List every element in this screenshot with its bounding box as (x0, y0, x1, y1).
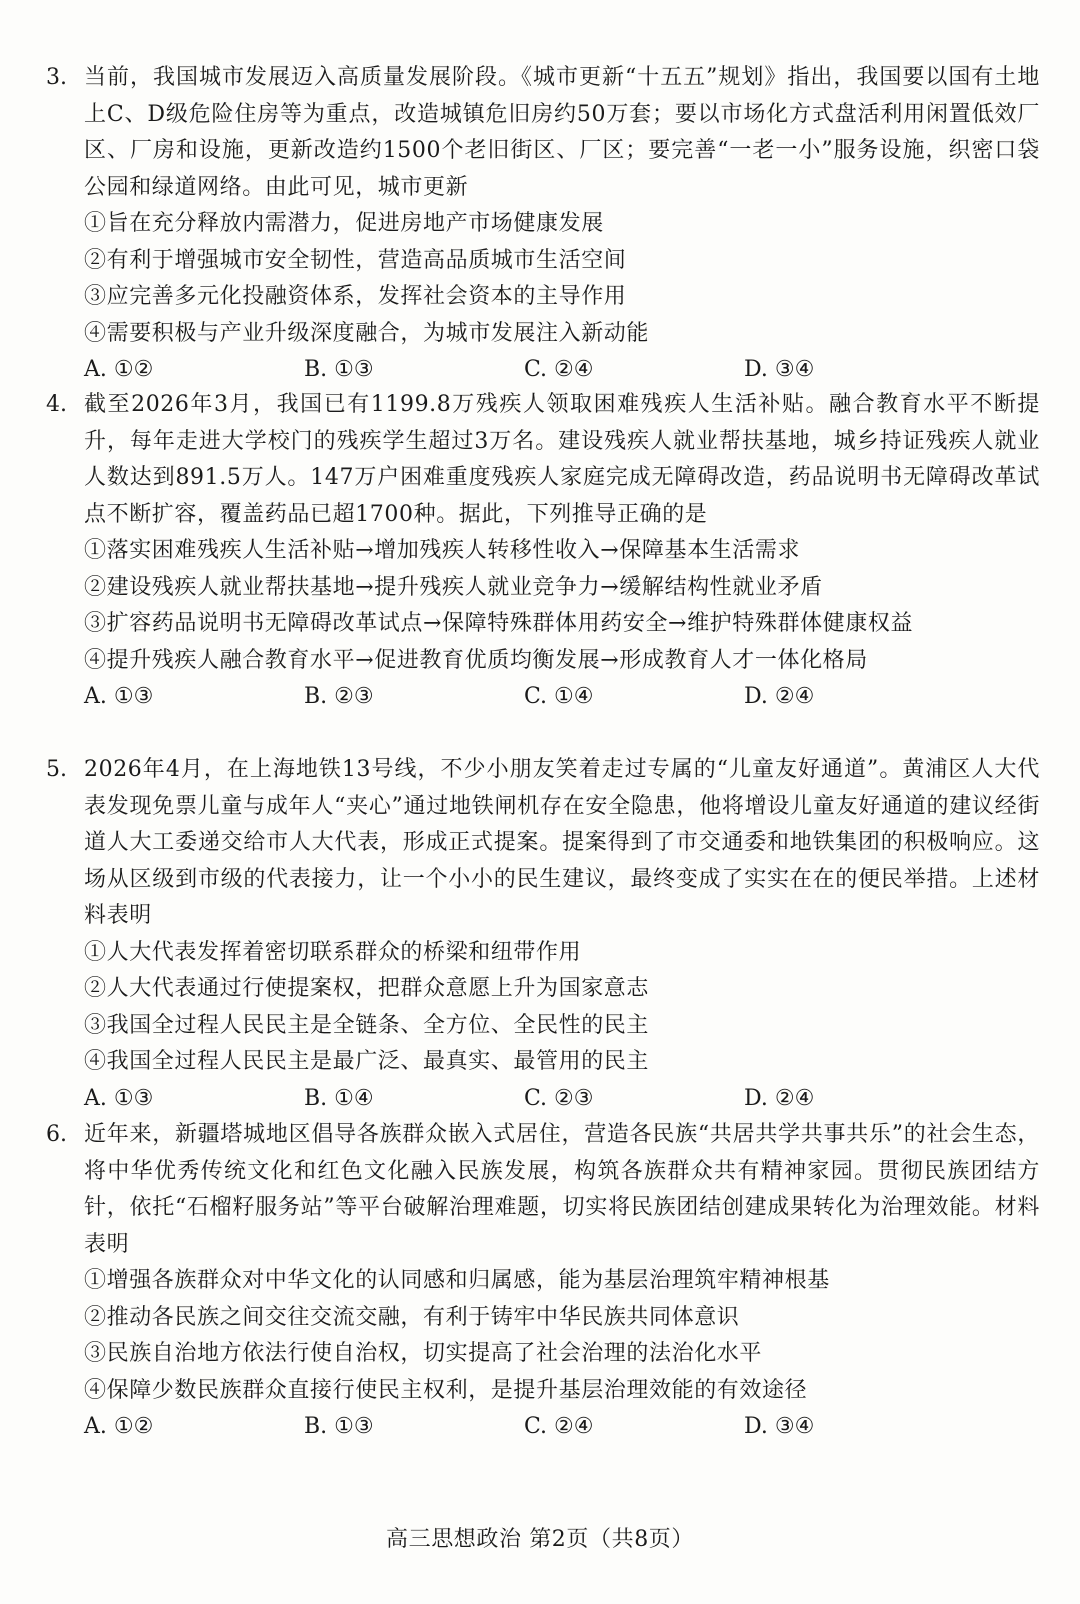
option-1: ①人大代表发挥着密切联系群众的桥梁和纽带作用 (84, 939, 582, 965)
option-2: ②有利于增强城市安全韧性，营造高品质城市生活空间 (84, 247, 627, 273)
option-3: ③民族自治地方依法行使自治权，切实提高了社会治理的法治化水平 (84, 1341, 763, 1366)
question-number: 3. (46, 65, 67, 90)
option-2: ②推动各民族之间交往交流交融，有利于铸牢中华民族共同体意识 (84, 1304, 740, 1330)
option-2: ②人大代表通过行使提案权，把群众意愿上升为国家意志 (84, 976, 650, 1001)
question-4 (40, 387, 1040, 716)
question-stem: 截至2026年3月，我国已有1199.8万残疾人领取困难残疾人生活补贴。融合教育水平不断提升，每年走进大学校门的残疾学生超过3万名。建设残疾人就业帮扶基地，城乡持证残疾人就业人数达到891.5万人。147万户困难重度残疾人家庭完成无障碍改造，药品说明书无障碍改革试点不断扩容，覆盖药品已超1700种。据此，下列推导正确的是 (84, 392, 1040, 527)
question-number: 6. (46, 1122, 67, 1147)
question-stem: 近年来，新疆塔城地区倡导各族群众嵌入式居住，营造各民族“共居共学共事共乐”的社会生态，将中华优秀传统文化和红色文化融入民族发展，构筑各族群众共有精神家园。贯彻民族团结方针，依托“石榴籽服务站”等平台破解治理难题，切实将民族团结创建成果转化为治理效能。材料表明 (84, 1122, 1040, 1257)
question-number: 5. (46, 757, 67, 782)
option-1: ①旨在充分释放内需潜力，促进房地产市场健康发展 (84, 211, 604, 236)
choice-a: A. ①② (84, 357, 154, 382)
question-5 (40, 752, 1040, 1117)
choice-b: B. ①③ (304, 357, 374, 382)
answer-choices (84, 352, 1040, 389)
option-2: ②建设残疾人就业帮扶基地→提升残疾人就业竞争力→缓解结构性就业矛盾 (84, 574, 823, 600)
page-footer: 高三思想政治 第2页（共8页） (386, 1527, 694, 1552)
choice-a: A. ①③ (84, 684, 154, 709)
question-stem: 2026年4月，在上海地铁13号线，不少小朋友笑着走过专属的“儿童友好通道”。黄浦区人大代表发现免票儿童与成年人“夹心”通过地铁闸机存在安全隐患，他将增设儿童友好通道的建议经街道人大工委递交给市人大代表，形成正式提案。提案得到了市交通委和地铁集团的积极响应。这场从区级到市级的代表接力，让一个小小的民生建议，最终变成了实实在在的便民举措。上述材料表明 (84, 757, 1040, 928)
answer-choices (84, 1409, 1040, 1446)
choice-d: D. ③④ (744, 1414, 815, 1439)
option-3: ③应完善多元化投融资体系，发挥社会资本的主导作用 (84, 284, 627, 309)
option-1: ①增强各族群众对中华文化的认同感和归属感，能为基层治理筑牢精神根基 (84, 1268, 830, 1293)
option-4: ④提升残疾人融合教育水平→促进教育优质均衡发展→形成教育人才一体化格局 (84, 647, 868, 673)
answer-choices (84, 679, 1040, 716)
answer-choices (84, 1081, 1040, 1118)
choice-d: D. ②④ (744, 684, 815, 709)
choice-c: C. ②④ (524, 1414, 594, 1439)
choice-b: B. ①④ (304, 1085, 374, 1111)
question-number: 4. (46, 392, 67, 417)
option-4: ④我国全过程人民民主是最广泛、最真实、最管用的民主 (84, 1049, 650, 1074)
option-3: ③我国全过程人民民主是全链条、全方位、全民性的民主 (84, 1012, 650, 1038)
choice-a: A. ①② (84, 1414, 154, 1439)
question-stem: 当前，我国城市发展迈入高质量发展阶段。《城市更新“十五五”规划》指出，我国要以国有土地上C、D级危险住房等为重点，改造城镇危旧房约50万套；要以市场化方式盘活利用闲置低效厂区、厂房和设施，更新改造约1500个老旧街区、厂区；要完善“一老一小”服务设施，织密口袋公园和绿道网络。由此可见，城市更新 (84, 65, 1040, 200)
option-4: ④需要积极与产业升级深度融合，为城市发展注入新动能 (84, 320, 650, 346)
choice-a: A. ①③ (84, 1085, 154, 1111)
choice-b: B. ①③ (304, 1414, 374, 1439)
choice-c: C. ②④ (524, 357, 594, 382)
option-4: ④保障少数民族群众直接行使民主权利，是提升基层治理效能的有效途径 (84, 1377, 808, 1403)
choice-c: C. ①④ (524, 684, 594, 709)
choice-d: D. ②④ (744, 1085, 815, 1111)
choice-c: C. ②③ (524, 1085, 594, 1111)
option-1: ①落实困难残疾人生活补贴→增加残疾人转移性收入→保障基本生活需求 (84, 538, 801, 563)
choice-d: D. ③④ (744, 357, 815, 382)
choice-b: B. ②③ (304, 684, 374, 709)
question-6 (40, 1117, 1040, 1446)
option-3: ③扩容药品说明书无障碍改革试点→保障特殊群体用药安全→维护特殊群体健康权益 (84, 611, 914, 636)
question-3 (40, 60, 1040, 389)
